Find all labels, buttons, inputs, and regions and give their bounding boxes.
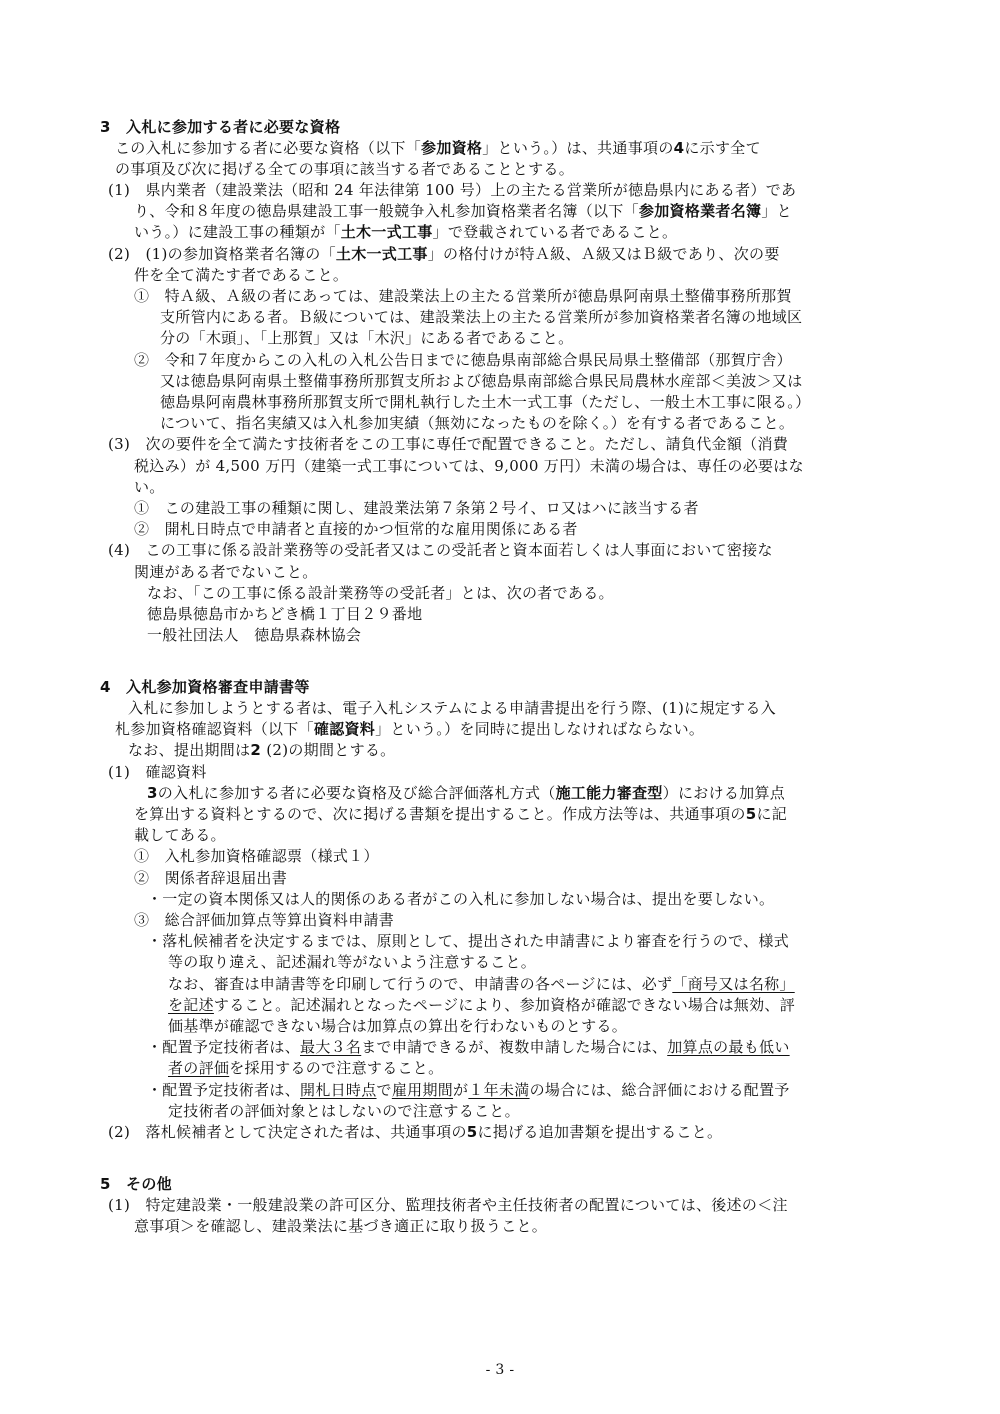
s3-item4-line-2: 関連がある者でないこと。 (134, 563, 318, 581)
s4-item1b: ② 関係者辞退届出書 (134, 869, 288, 887)
s3-item4-note-1: なお、「この工事に係る設計業務等の受託者」とは、次の者である。 (147, 584, 614, 602)
s3-item3-line-1: (3) 次の要件を全て満たす技術者をこの工事に専任で配置できること。ただし、請負代金額（消費 (108, 435, 789, 453)
s3-item3a: ① この建設工事の種類に関し、建設業法第７条第２号イ、ロ又はハに該当する者 (134, 499, 699, 517)
s3-item4-note-3: 一般社団法人 徳島県森林協会 (147, 626, 362, 644)
s3-intro-line-2: の事項及び次に掲げる全ての事項に該当する者であることとする。 (115, 160, 575, 178)
s4-item1-text-line-2: を算出する資料とするので、次に掲げる書類を提出すること。作成方法等は、共通事項の5に記 (134, 805, 788, 823)
s4-item1c-note-line-1: なお、審査は申請書等を印刷して行うので、申請書の各ページには、必ず「商号又は名称」 (168, 975, 795, 993)
s4-item2: (2) 落札候補者として決定された者は、共通事項の5に掲げる追加書類を提出すること。 (108, 1123, 723, 1141)
s4-item1c-bullet1-line-1: ・落札候補者を決定するまでは、原則として、提出された申請書により審査を行うので、様式 (147, 932, 790, 950)
s3-item2a-line-2: 支所管内にある者。Ｂ級については、建設業法上の主たる営業所が参加資格業者名簿の地域区 (160, 308, 803, 326)
s3-item4-note-2: 徳島県徳島市かちどき橋１丁目２９番地 (147, 605, 423, 623)
s5-item1-line-1: (1) 特定建設業・一般建設業の許可区分、監理技術者や主任技術者の配置については、後述の＜注 (108, 1196, 788, 1214)
s4-item1c-bullet2-line-1: ・配置予定技術者は、最大３名まで申請できるが、複数申請した場合には、加算点の最も低い (147, 1038, 790, 1056)
s3-item2-line-2: 件を全て満たす者であること。 (134, 266, 349, 284)
s4-item1a: ① 入札参加資格確認票（様式１） (134, 847, 379, 865)
s5-item1-line-2: 意事項＞を確認し、建設業法に基づき適正に取り扱うこと。 (134, 1217, 548, 1235)
s3-item2b-line-2: 又は徳島県阿南県土整備事務所那賀支所および徳島県南部総合県民局農林水産部＜美波＞又は (160, 372, 803, 390)
s3-item2a-line-1: ① 特Ａ級、Ａ級の者にあっては、建設業法上の主たる営業所が徳島県阿南県土整備事務所那賀 (134, 287, 792, 305)
s4-item1c-bullet1-line-2: 等の取り違え、記述漏れ等がないよう注意すること。 (168, 953, 537, 971)
s3-item2b-line-1: ② 令和７年度からこの入札の入札公告日までに徳島県南部総合県民局県土整備部（那賀庁舎） (134, 351, 792, 369)
s4-item1-text-line-1: 3の入札に参加する者に必要な資格及び総合評価落札方式（施工能力審査型）における加算点 (147, 784, 786, 802)
s3-item4-line-1: (4) この工事に係る設計業務等の受託者又はこの受託者と資本面若しくは人事面において密接な (108, 541, 773, 559)
s3-intro-line-1: この入札に参加する者に必要な資格（以下「参加資格」という。）は、共通事項の4に示す全て (115, 139, 761, 157)
s4-item1c: ③ 総合評価加算点等算出資料申請書 (134, 911, 395, 929)
s4-item1c-note-line-2: を記述すること。記述漏れとなったページにより、参加資格が確認できない場合は無効、評 (168, 996, 796, 1014)
s4-item1b-note: ・一定の資本関係又は人的関係のある者がこの入札に参加しない場合は、提出を要しない。 (147, 890, 775, 908)
section-3-heading: 3 入札に参加する者に必要な資格 (100, 118, 341, 136)
s4-item1: (1) 確認資料 (108, 763, 207, 781)
s3-item2-line-1: (2) (1)の参加資格業者名簿の「土木一式工事」の格付けが特Ａ級、Ａ級又はＢ級であり、次の要 (108, 245, 780, 263)
page-number: - 3 - (485, 1362, 515, 1378)
s4-intro-line-1: 入札に参加しようとする者は、電子入札システムによる申請書提出を行う際、(1)に規定する入 (128, 699, 776, 717)
s4-intro-line-3: なお、提出期間は2 (2)の期間とする。 (128, 741, 396, 759)
s3-item1-line-1: (1) 県内業者（建設業法（昭和 24 年法律第 100 号）上の主たる営業所が徳島県内にある者）であ (108, 181, 797, 199)
s4-item1c-bullet3-line-2: 定技術者の評価対象とはしないので注意すること。 (168, 1102, 520, 1120)
s3-item2b-line-3: 徳島県阿南農林事務所那賀支所で開札執行した土木一式工事（ただし、一般土木工事に限る。） (160, 393, 811, 411)
s4-item1c-note-line-3: 価基準が確認できない場合は加算点の算出を行わないものとする。 (168, 1017, 628, 1035)
s4-item1-text-line-3: 載してある。 (134, 826, 226, 844)
s3-item1-line-2: り、令和８年度の徳島県建設工事一般競争入札参加資格業者名簿（以下「参加資格業者名簿」と (134, 202, 792, 220)
s3-item2a-line-3: 分の「木頭」、「上那賀」又は「木沢」にある者であること。 (160, 329, 574, 347)
s4-item1c-bullet3-line-1: ・配置予定技術者は、開札日時点で雇用期間が１年未満の場合には、総合評価における配置予 (147, 1081, 790, 1099)
s4-item1c-bullet2-line-2: 者の評価を採用するので注意すること。 (168, 1059, 444, 1077)
s3-item3-line-2: 税込み）が 4,500 万円（建築一式工事については、9,000 万円）未満の場合は、専任の必要はな (134, 457, 804, 475)
s3-item3b: ② 開札日時点で申請者と直接的かつ恒常的な雇用関係にある者 (134, 520, 578, 538)
section-4-heading: 4 入札参加資格審査申請書等 (100, 678, 310, 696)
section-5-heading: 5 その他 (100, 1175, 172, 1193)
s3-item3-line-3: い。 (134, 478, 165, 496)
s4-intro-line-2: 札参加資格確認資料（以下「確認資料」という。）を同時に提出しなければならない。 (115, 720, 705, 738)
s3-item2b-line-4: について、指名実績又は入札参加実績（無効になったものを除く。）を有する者であること。 (160, 414, 795, 432)
s3-item1-line-3: いう。）に建設工事の種類が「土木一式工事」で登載されている者であること。 (134, 223, 678, 241)
